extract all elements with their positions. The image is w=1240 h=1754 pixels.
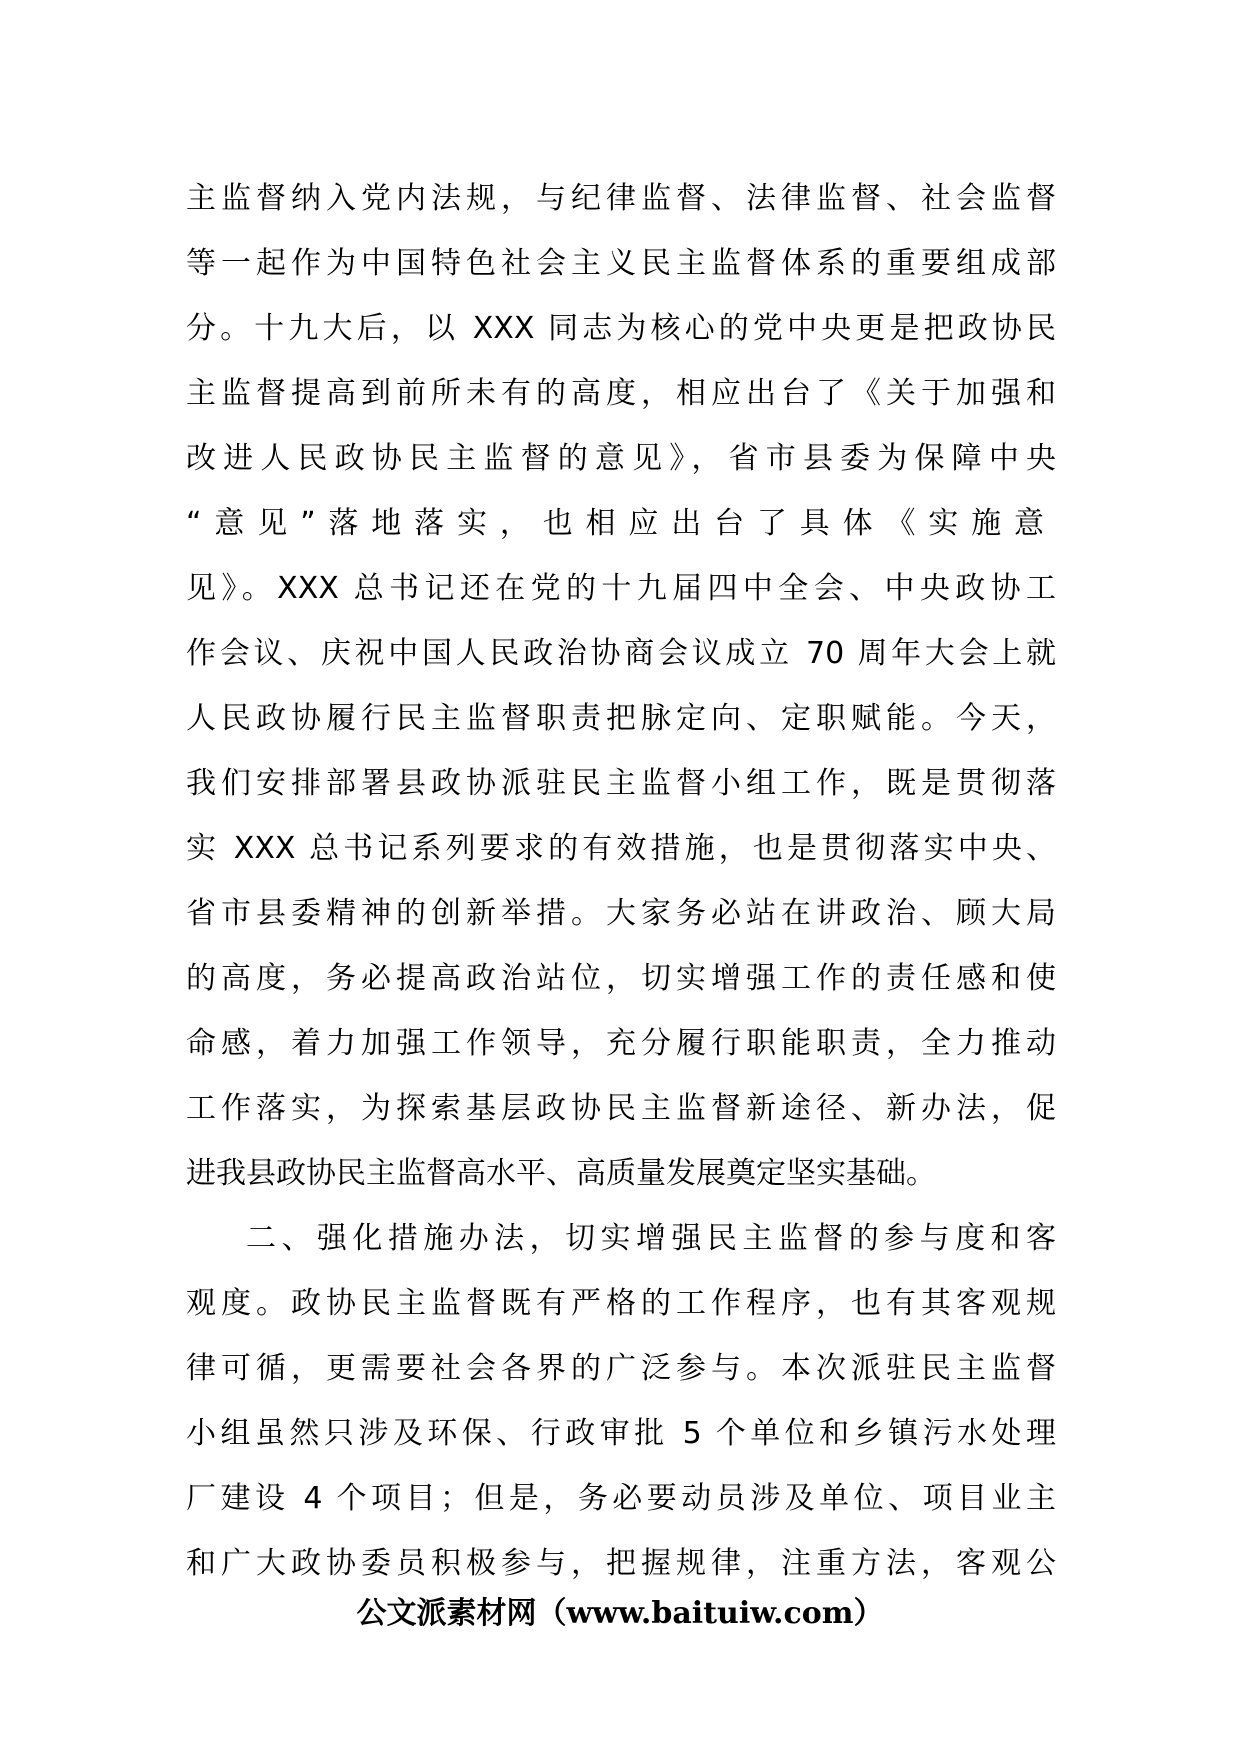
text-line: 改进人民政协民主监督的意见》，省市县委为保障中央 xyxy=(186,441,1056,476)
text-line: 命感，着力加强工作领导，充分履行职能职责，全力推动 xyxy=(186,1026,1056,1061)
text-line: 观度。政协民主监督既有严格的工作程序，也有其客观规 xyxy=(186,1286,1056,1321)
footer-watermark-text: 公文派素材网（www.baituiw.com） xyxy=(356,1596,884,1631)
text-line: 我们安排部署县政协派驻民主监督小组工作，既是贯彻落 xyxy=(186,766,1056,801)
text-line: 厂建设 4 个项目；但是，务必要动员涉及单位、项目业主 xyxy=(186,1481,1056,1516)
text-line: 分。十九大后，以 XXX 同志为核心的党中央更是把政协民 xyxy=(186,311,1056,346)
text-line: 见》。XXX 总书记还在党的十九届四中全会、中央政协工 xyxy=(186,571,1056,606)
text-line: 律可循，更需要社会各界的广泛参与。本次派驻民主监督 xyxy=(186,1351,1056,1386)
text-line: 的高度，务必提高政治站位，切实增强工作的责任感和使 xyxy=(186,961,1056,996)
text-line: 主监督提高到前所未有的高度，相应出台了《关于加强和 xyxy=(186,376,1056,411)
text-line: 人民政协履行民主监督职责把脉定向、定职赋能。今天， xyxy=(186,701,1056,736)
text-line: 工作落实，为探索基层政协民主监督新途径、新办法，促 xyxy=(186,1091,1056,1126)
text-line: 等一起作为中国特色社会主义民主监督体系的重要组成部 xyxy=(186,246,1056,281)
text-line: 省市县委精神的创新举措。大家务必站在讲政治、顾大局 xyxy=(186,896,1056,931)
text-line: 进我县政协民主监督高水平、高质量发展奠定坚实基础。 xyxy=(186,1156,936,1191)
text-line: 主监督纳入党内法规，与纪律监督、法律监督、社会监督 xyxy=(186,181,1056,216)
text-line: 实 XXX 总书记系列要求的有效措施，也是贯彻落实中央、 xyxy=(186,831,1056,866)
section-heading-line: 二、强化措施办法，切实增强民主监督的参与度和客 xyxy=(246,1221,1056,1256)
document-body xyxy=(186,166,1056,1596)
text-line: 作会议、庆祝中国人民政治协商会议成立 70 周年大会上就 xyxy=(186,636,1056,671)
text-line: 小组虽然只涉及环保、行政审批 5 个单位和乡镇污水处理 xyxy=(186,1416,1056,1451)
text-line: “意见”落地落实，也相应出台了具体《实施意 xyxy=(186,506,1056,541)
text-line: 和广大政协委员积极参与，把握规律，注重方法，客观公 xyxy=(186,1546,1056,1581)
